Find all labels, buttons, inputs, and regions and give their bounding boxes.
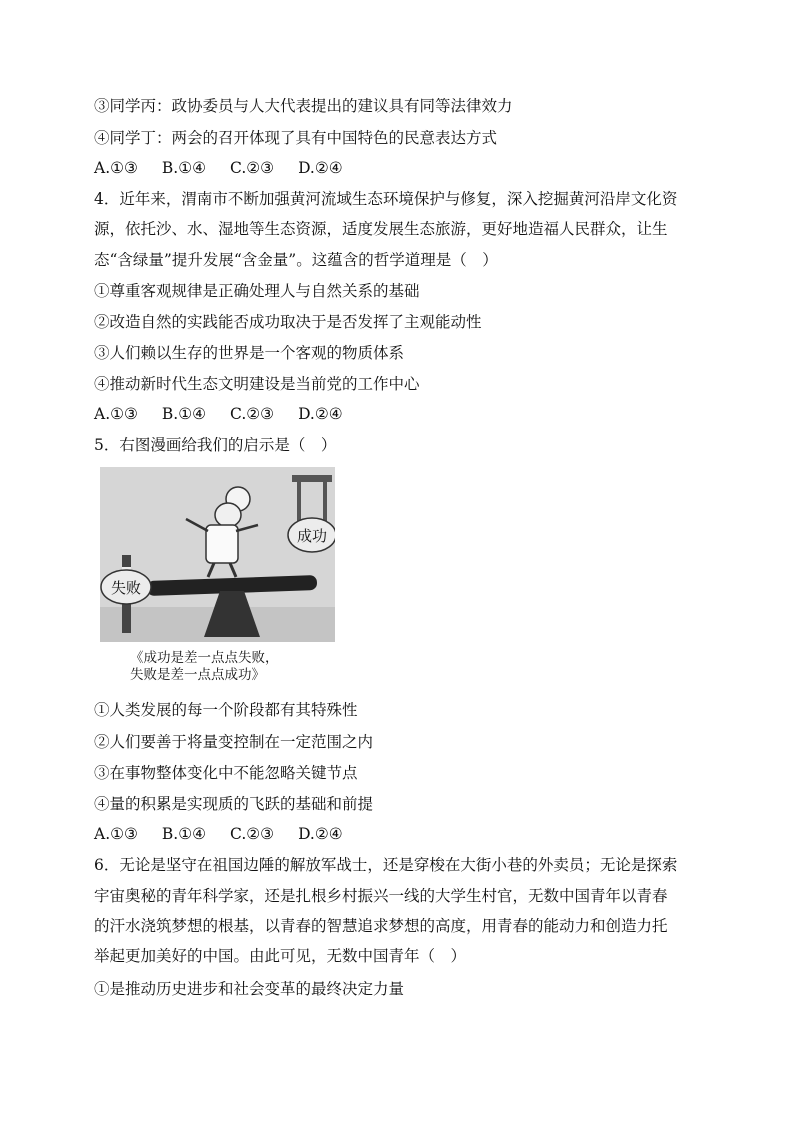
cartoon-caption-line-1: 《成功是差一点点失败，: [130, 650, 279, 666]
label-fail: 失败: [110, 580, 142, 597]
q4-stem-line-3: 态“含绿量”提升发展“含金量”。这蕴含的哲学道理是（ ）: [94, 251, 498, 269]
choice-b: B.①④: [161, 405, 207, 423]
choice-d: D.②④: [298, 159, 343, 177]
q4-option-3: ③人们赖以生存的世界是一个客观的物质体系: [94, 344, 405, 362]
choice-c: C.②③: [230, 159, 275, 177]
q5-choices: [94, 824, 367, 844]
choice-c: C.②③: [230, 825, 275, 843]
seesaw-cartoon: [100, 467, 335, 642]
q6-stem-line-1: 6．无论是坚守在祖国边陲的解放军战士，还是穿梭在大街小巷的外卖员；无论是探索: [94, 856, 678, 874]
q6-option-1: ①是推动历史进步和社会变革的最终决定力量: [94, 980, 405, 998]
q6-stem-line-4: 举起更加美好的中国。由此可见，无数中国青年（ ）: [94, 947, 467, 965]
q6-stem-line-2: 宇宙奥秘的青年科学家，还是扎根乡村振兴一线的大学生村官，无数中国青年以青春: [94, 887, 668, 905]
choice-a: A.①③: [94, 825, 138, 843]
q4-option-2: ②改造自然的实践能否成功取决于是否发挥了主观能动性: [94, 313, 482, 331]
q4-option-1: ①尊重客观规律是正确处理人与自然关系的基础: [94, 282, 420, 300]
choice-d: D.②④: [298, 825, 343, 843]
q5-option-4: ④量的积累是实现质的飞跃的基础和前提: [94, 795, 374, 813]
choice-b: B.①④: [161, 159, 207, 177]
choice-c: C.②③: [230, 405, 275, 423]
q4-choices: [94, 404, 367, 424]
q5-stem: 5．右图漫画给我们的启示是（ ）: [94, 436, 337, 454]
choice-a: A.①③: [94, 405, 138, 423]
choice-a: A.①③: [94, 159, 138, 177]
q5-option-1: ①人类发展的每一个阶段都有其特殊性: [94, 701, 358, 719]
q4-stem-line-2: 源，依托沙、水、湿地等生态资源，适度发展生态旅游，更好地造福人民群众，让生: [94, 220, 668, 238]
q3-option-3: ③同学丙：政协委员与人大代表提出的建议具有同等法律效力: [94, 97, 513, 115]
choice-d: D.②④: [298, 405, 343, 423]
q4-stem-line-1: 4．近年来，渭南市不断加强黄河流域生态环境保护与修复，深入挖掘黄河沿岸文化资: [94, 190, 678, 208]
choice-b: B.①④: [161, 825, 207, 843]
q5-option-3: ③在事物整体变化中不能忽略关键节点: [94, 764, 358, 782]
cartoon-caption-line-2: 失败是差一点点成功》: [130, 667, 265, 683]
cartoon-drawing: [100, 467, 335, 642]
q4-option-4: ④推动新时代生态文明建设是当前党的工作中心: [94, 375, 420, 393]
label-success: 成功: [296, 528, 328, 545]
q3-choices: [94, 158, 367, 178]
q3-option-4: ④同学丁：两会的召开体现了具有中国特色的民意表达方式: [94, 129, 498, 147]
q5-option-2: ②人们要善于将量变控制在一定范围之内: [94, 733, 374, 751]
q6-stem-line-3: 的汗水浇筑梦想的根基，以青春的智慧追求梦想的高度，用青春的能动力和创造力托: [94, 917, 668, 935]
